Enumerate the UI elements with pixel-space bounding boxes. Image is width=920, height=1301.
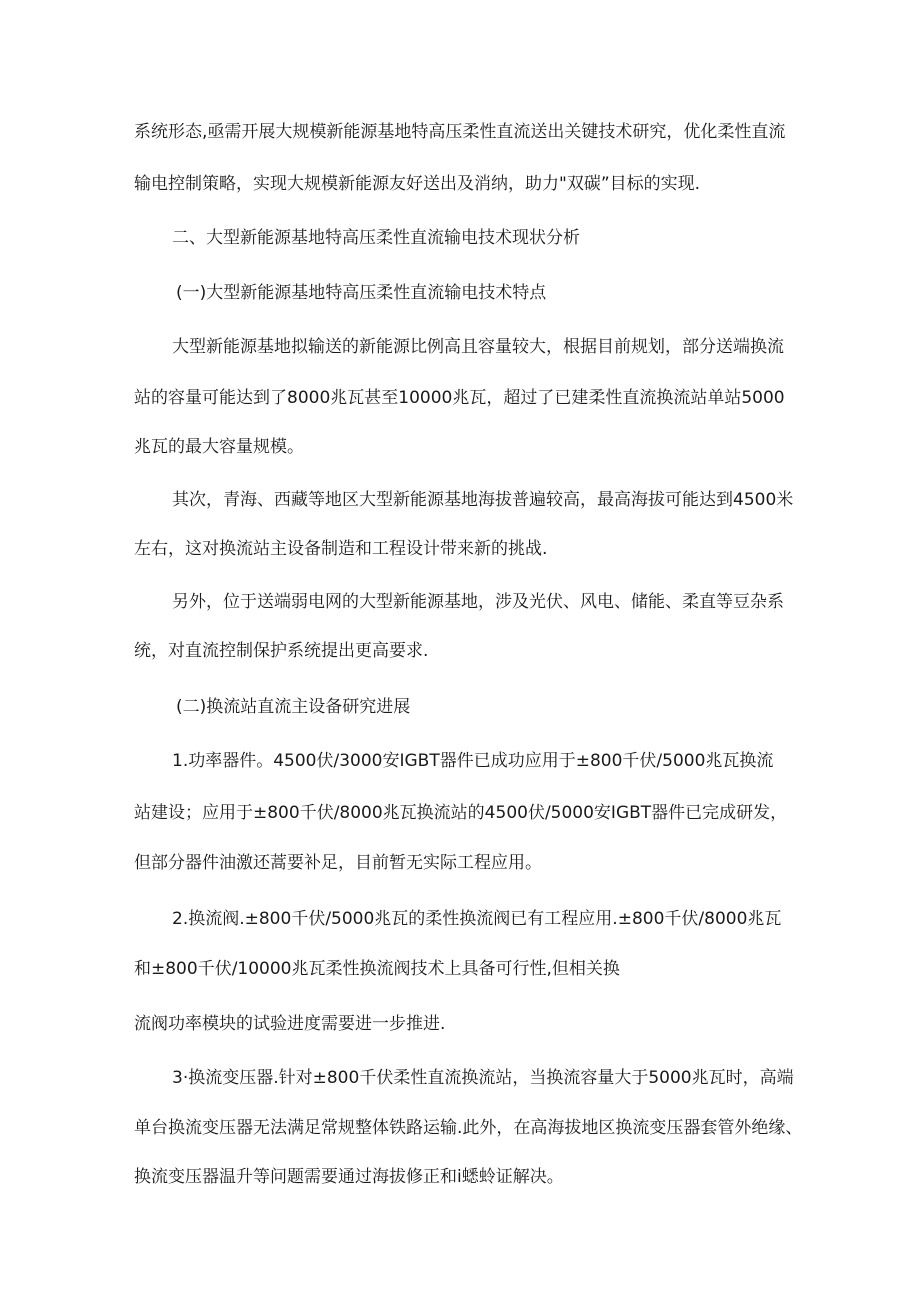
paragraph-line: 大型新能源基地拟输送的新能源比例高且容量较大，根据目前规划，部分送端换流: [172, 337, 784, 357]
paragraph-line: 左右，这对换流站主设备制造和工程设计带来新的挑战.: [134, 539, 548, 559]
paragraph-line: 站的容量可能达到了8000兆瓦甚至10000兆瓦，超过了已建柔性直流换流站单站5000: [134, 388, 785, 408]
paragraph-line: 3·换流变压器.针对±800千伏柔性直流换流站，当换流容量大于5000兆瓦时，高端: [172, 1068, 794, 1088]
paragraph-line: 流阀功率模块的试验进度需要进一步推进.: [134, 1014, 446, 1034]
paragraph-line: 输电控制策略，实现大规模新能源友好送出及消纳，助力"双碳”目标的实现.: [134, 174, 701, 194]
paragraph-line: 换流变压器温升等问题需要通过海拔修正和i蟋蛉证解决。: [134, 1167, 564, 1187]
paragraph-line: 2.换流阀.±800千伏/5000兆瓦的柔性换流阀已有工程应用.±800千伏/8000兆瓦: [172, 909, 782, 929]
paragraph-line: 其次，青海、西藏等地区大型新能源基地海拔普遍较高，最高海拔可能达到4500米: [172, 490, 794, 510]
subsection-heading: (一)大型新能源基地特高压柔性直流输电技术特点: [176, 283, 547, 303]
paragraph-line: 和±800千伏/10000兆瓦柔性换流阀技术上具备可行性,但相关换: [134, 959, 620, 979]
paragraph-line: 系统形态,亟需开展大规模新能源基地特高压柔性直流送出关键技术研究，优化柔性直流: [134, 122, 786, 142]
subsection-heading: (二)换流站直流主设备研究进展: [176, 697, 411, 717]
paragraph-line: 站建设；应用于±800千伏/8000兆瓦换流站的4500伏/5000安IGBT器件已完成研发，: [134, 803, 788, 823]
section-heading: 二、大型新能源基地特高压柔性直流输电技术现状分析: [172, 228, 580, 248]
paragraph-line: 1.功率器件。4500伏/3000安IGBT器件已成功应用于±800千伏/5000兆瓦换流: [172, 751, 774, 771]
paragraph-line: 兆瓦的最大容量规模。: [134, 437, 304, 457]
paragraph-line: 统，对直流控制保护系统提出更高要求.: [134, 641, 429, 661]
paragraph-line: 单台换流变压器无法满足常规整体铁路运输.此外，在高海拔地区换流变压器套管外绝缘、: [134, 1118, 803, 1138]
paragraph-line: 另外，位于送端弱电网的大型新能源基地，涉及光伏、风电、储能、柔直等豆杂系: [172, 592, 784, 612]
paragraph-line: 但部分器件油激还蒿要补足，目前暂无实际工程应用。: [134, 853, 542, 873]
